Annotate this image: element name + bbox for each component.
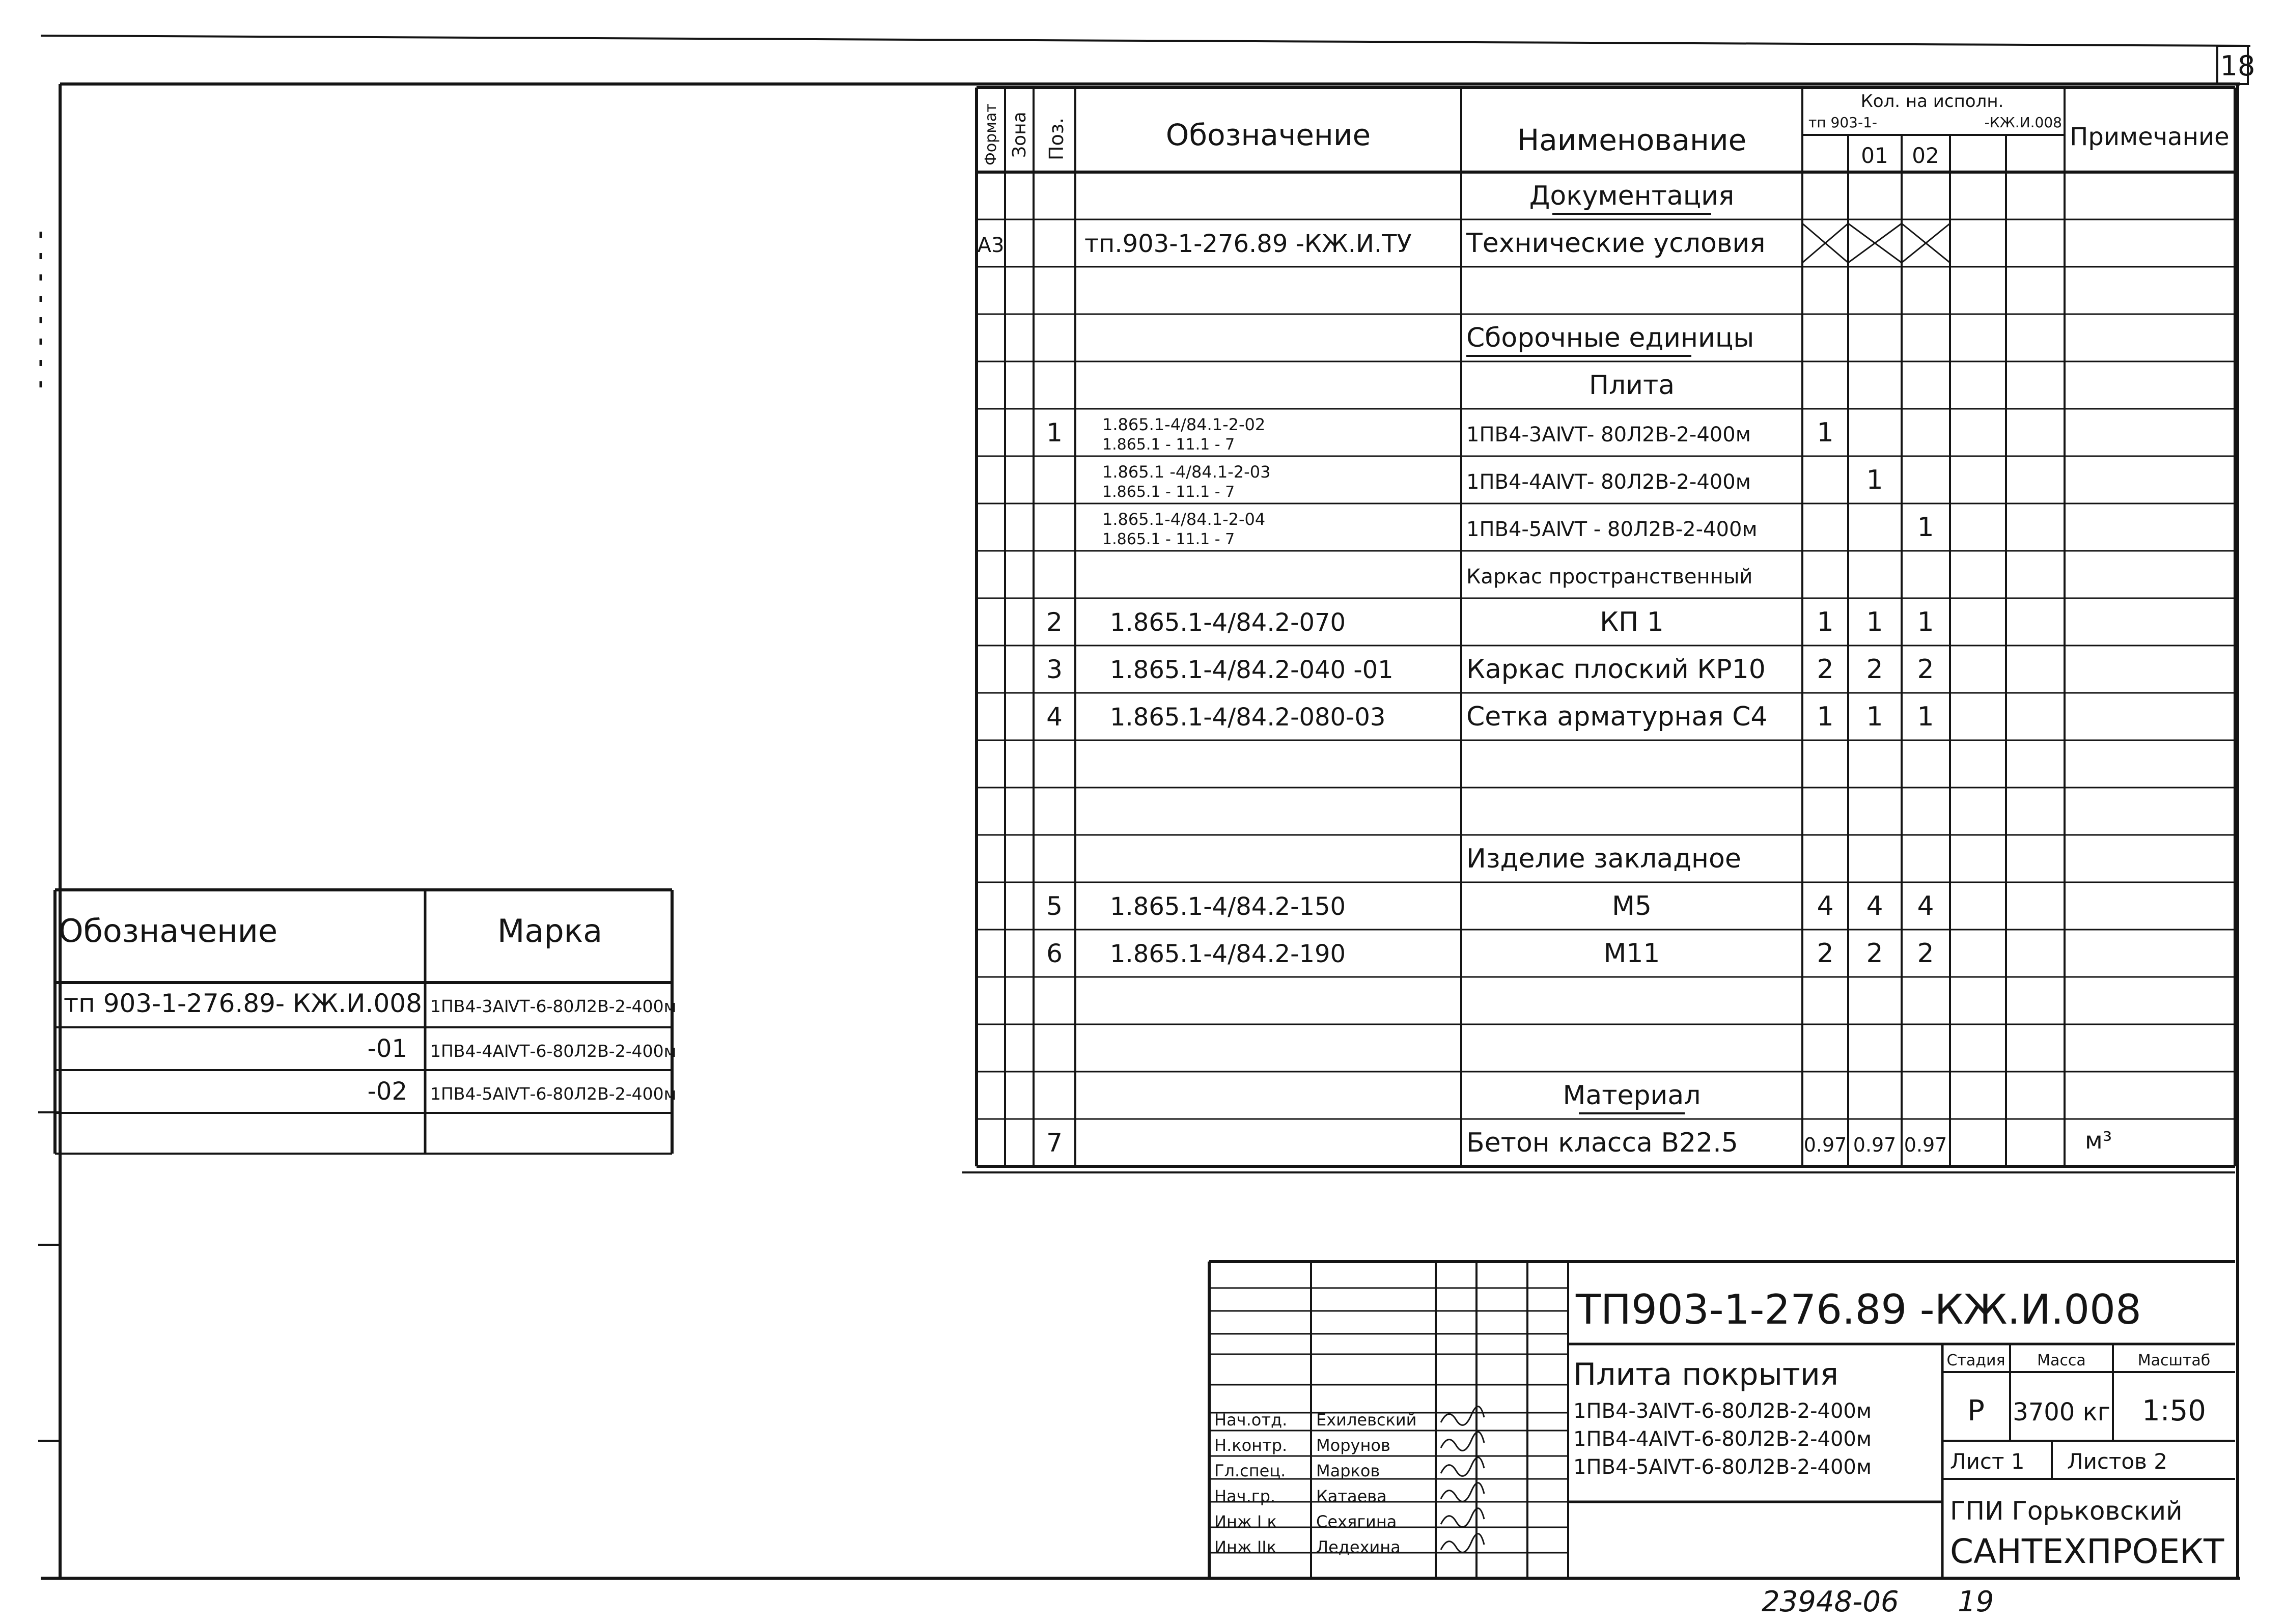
binding-marks [38,232,60,1441]
sheet-label: Лист 1 [1950,1449,2025,1474]
signature-icon [1441,1407,1484,1425]
row-name: Бетон класса В22.5 [1466,1128,1738,1158]
staff-name: Катаева [1316,1487,1387,1506]
row-name: Плита [1589,370,1675,401]
row-position: 4 [1046,702,1063,732]
marks-row-designation: тп 903-1-276.89- КЖ.И.008 [64,989,422,1018]
row-name: Изделие закладное [1466,844,1741,874]
row-designation-secondary: 1.865.1 - 11.1 - 7 [1102,483,1235,501]
row-designation: 1.865.1-4/84.2-040 -01 [1110,656,1394,684]
row-name: Технические условия [1466,228,1766,259]
scale-label: Масштаб [2137,1352,2211,1369]
row-qty-base: 0.97 [1803,1134,1847,1156]
header-format: Формат [982,103,1000,165]
sheets-label: Листов 2 [2067,1449,2167,1474]
row-qty-base: 1 [1817,607,1834,637]
organization-name-large: САНТЕХПРОЕКТ [1950,1532,2224,1571]
doc-code: ТП903-1-276.89 -КЖ.И.008 [1576,1286,2141,1333]
row-qty-02: 2 [1917,938,1934,969]
row-qty-02: 1 [1917,702,1934,732]
row-name: 1ПВ4-5АⅣТ - 80Л2В-2-400м [1466,518,1758,541]
staff-name: Марков [1316,1461,1380,1480]
row-position: 1 [1046,418,1063,447]
row-position: 2 [1046,607,1063,637]
archive-number: 23948-06 [1762,1585,1899,1618]
row-name: М5 [1612,891,1652,921]
marks-row-mark: 1ПВ4-5АⅣТ-6-80Л2В-2-400м [430,1084,677,1104]
header-pos: Поз. [1045,117,1068,160]
row-name: Сетка арматурная С4 [1466,702,1768,732]
signature-icon [1441,1508,1484,1527]
marks-table [55,890,676,1154]
organization-name: ГПИ Горьковский [1950,1496,2183,1526]
row-qty-base: 2 [1817,654,1834,685]
row-position: 6 [1046,939,1063,968]
page-number: 19 [1958,1585,1994,1618]
row-qty-base: 4 [1817,891,1834,921]
row-designation-secondary: 1.865.1 - 11.1 - 7 [1102,530,1235,548]
row-position: 5 [1046,891,1063,921]
marks-row-designation: -01 [367,1034,407,1063]
top-trim-line [41,36,2250,46]
row-designation: 1.865.1-4/84.2-190 [1110,940,1346,968]
row-name: Документация [1529,181,1735,211]
row-designation-secondary: 1.865.1 - 11.1 - 7 [1102,436,1235,454]
row-designation: 1.865.1-4/84.2-150 [1110,892,1346,921]
staff-role: Н.контр. [1214,1436,1288,1455]
staff-name: Сехягина [1316,1512,1397,1531]
drawing-subtitle-line: 1ПВ4-3АⅣТ-6-80Л2В-2-400м [1573,1399,1872,1423]
row-designation: 1.865.1-4/84.2-070 [1110,608,1346,637]
row-position: 3 [1046,655,1063,684]
row-format: А3 [977,234,1005,257]
mass-label: Масса [2037,1352,2086,1369]
staff-role: Нач.отд. [1214,1410,1288,1430]
header-qty-title: Кол. на исполн. [1860,91,2004,111]
staff-name: Ехилевский [1316,1410,1417,1430]
marks-row-mark: 1ПВ4-4АⅣТ-6-80Л2В-2-400м [430,1041,677,1061]
header-qty-prefix: тп 903-1- [1808,114,1877,131]
signature-icon [1441,1483,1484,1502]
specification-table [962,88,2235,1172]
header-designation: Обозначение [1165,118,1371,152]
marks-row-mark: 1ПВ4-3АⅣТ-6-80Л2В-2-400м [430,996,677,1016]
row-qty-01: 1 [1866,702,1883,732]
staff-role: Инж I к [1214,1512,1277,1531]
scale-value: 1:50 [2142,1394,2206,1427]
header-qty-suffix: -КЖ.И.008 [1984,114,2062,131]
row-note: м³ [2085,1127,2112,1154]
drawing-subtitle-line: 1ПВ4-4АⅣТ-6-80Л2В-2-400м [1573,1427,1872,1451]
staff-role: Инж IIк [1214,1537,1277,1557]
header-col-01: 01 [1861,143,1888,168]
row-designation: 1.865.1-4/84.2-080-03 [1110,703,1386,732]
signature-icon [1441,1534,1484,1553]
row-name: Сборочные единицы [1466,323,1754,353]
row-name: 1ПВ4-4АⅣТ- 80Л2В-2-400м [1466,470,1751,494]
row-qty-01: 0.97 [1853,1134,1897,1156]
marks-row-designation: -02 [367,1077,407,1106]
row-name: Материал [1563,1080,1701,1111]
header-col-02: 02 [1912,143,1939,168]
row-qty-01: 4 [1866,891,1883,921]
title-block [1209,1262,2235,1578]
row-qty-01: 2 [1866,654,1883,685]
row-qty-02: 4 [1917,891,1934,921]
row-qty-02: 0.97 [1904,1134,1947,1156]
corner-sheet-number: 18 [2220,50,2255,82]
staff-role: Нач.гр. [1214,1487,1276,1506]
row-name: КП 1 [1600,607,1664,637]
row-position: 7 [1046,1128,1063,1158]
staff-name: Морунов [1316,1436,1390,1455]
row-name: Каркас плоский КР10 [1466,654,1766,685]
row-qty-01: 2 [1866,938,1883,969]
signature-icon [1441,1432,1484,1451]
row-qty-01: 1 [1866,465,1883,495]
row-qty-base: 1 [1817,702,1834,732]
staff-name: Ледехина [1316,1537,1401,1557]
marks-header-mark: Марка [497,912,603,949]
header-zone: Зона [1009,111,1030,158]
header-note: Примечание [2070,123,2230,151]
stage-label: Стадия [1946,1352,2005,1369]
marks-header-designation: Обозначение [58,912,278,949]
row-designation: 1.865.1-4/84.1-2-04 [1102,510,1266,529]
row-designation: 1.865.1-4/84.1-2-02 [1102,415,1266,434]
row-name: М11 [1603,938,1660,969]
row-qty-02: 2 [1917,654,1934,685]
staff-role: Гл.спец. [1214,1461,1286,1480]
row-qty-02: 1 [1917,512,1934,543]
signature-icon [1441,1458,1484,1476]
drawing-subtitle-line: 1ПВ4-5АⅣТ-6-80Л2В-2-400м [1573,1455,1872,1479]
stage-value: Р [1967,1394,1985,1427]
row-name: Каркас пространственный [1466,565,1753,589]
drawing-title: Плита покрытия [1573,1357,1838,1392]
row-designation: 1.865.1 -4/84.1-2-03 [1102,462,1271,482]
row-qty-01: 1 [1866,607,1883,637]
row-name: 1ПВ4-3АⅣТ- 80Л2В-2-400м [1466,423,1751,446]
header-name: Наименование [1517,123,1747,157]
row-qty-02: 1 [1917,607,1934,637]
mass-value: 3700 кг [2013,1398,2110,1426]
row-designation: тп.903-1-276.89 -КЖ.И.ТУ [1084,230,1412,258]
row-qty-base: 1 [1817,417,1834,448]
row-qty-base: 2 [1817,938,1834,969]
